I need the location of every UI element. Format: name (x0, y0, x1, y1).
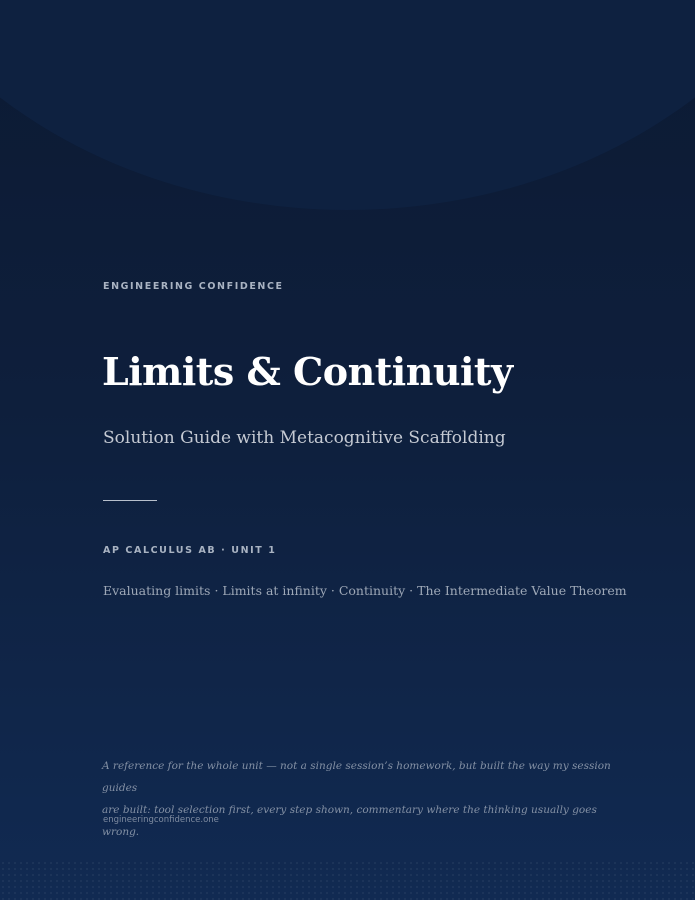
blurb-line-2: are built: tool selection first, every step shown, commentary where the thinking usually goes wrong. (102, 804, 597, 838)
page-subtitle: Solution Guide with Metacognitive Scaffolding (103, 428, 506, 448)
description-blurb (102, 755, 622, 843)
brand-eyebrow: ENGINEERING CONFIDENCE (103, 281, 284, 292)
blurb-line-1: A reference for the whole unit — not a single session’s homework, but built the way my session guides (102, 760, 611, 794)
background-arc (0, 0, 695, 210)
topics-list: Evaluating limits · Limits at infinity · Continuity · The Intermediate Value Theorem (103, 583, 627, 598)
course-unit-label: AP CALCULUS AB · UNIT 1 (103, 545, 277, 556)
background-dot-pattern (0, 860, 695, 900)
divider-rule (103, 500, 157, 501)
page-title: Limits & Continuity (102, 349, 513, 394)
website-url: engineeringconfidence.one (103, 815, 219, 825)
